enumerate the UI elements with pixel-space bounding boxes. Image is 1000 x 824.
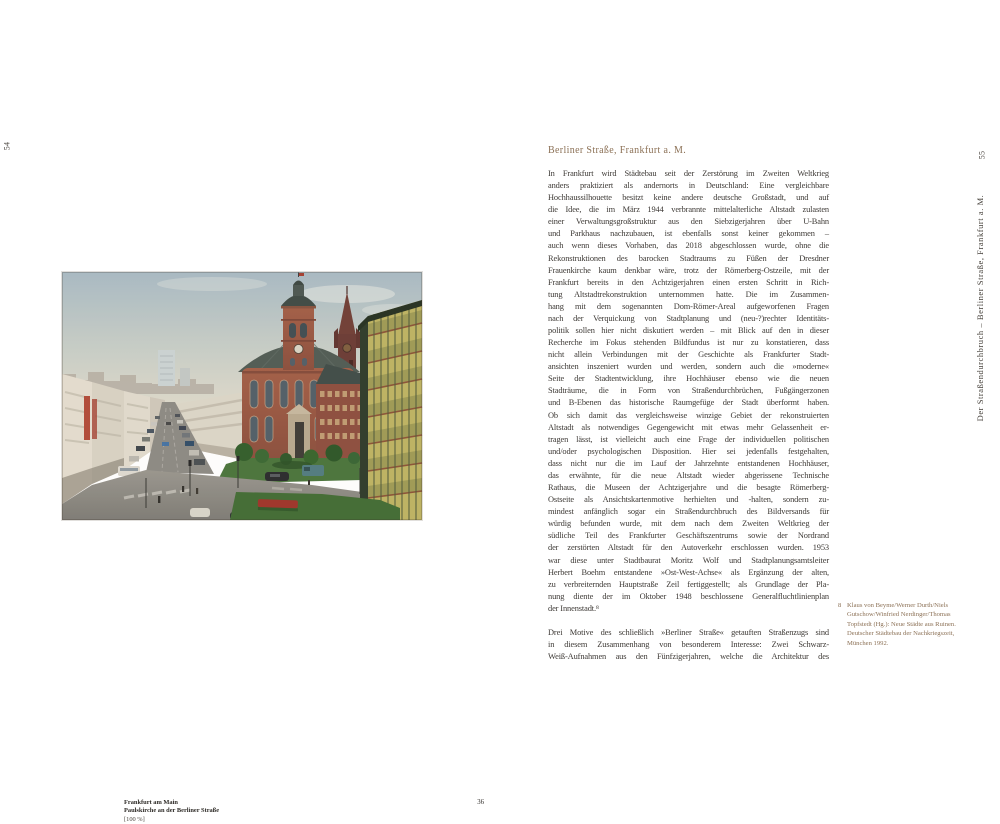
text-line: Rekonstruktionen des barocken Stadtraums zu Füßen der Dresdner bbox=[548, 253, 829, 263]
paragraph bbox=[548, 168, 829, 615]
text-line: Drei Motive des schließlich »Berliner Straße« getauften Straßenzugs sind bbox=[548, 627, 829, 637]
margin-title: Der Straßendurchbruch – Berliner Straße, Frankfurt a. M. bbox=[975, 194, 985, 422]
text-line: Stadträume, die in Form von Straßendurchbrüchen, Fußgängerzonen bbox=[548, 386, 829, 396]
page-number-right: 55 bbox=[977, 150, 987, 160]
fn-line: München 1992. bbox=[847, 639, 889, 647]
text-line: auch wenn dieses Vorhaben, das 2018 abgeschlossen wurde, ohne die bbox=[548, 241, 829, 251]
fn-line: Topfstedt (Hg.): Neue Städte aus Ruinen. bbox=[847, 620, 956, 628]
text-line: Herbert Boehm entstandene »Ost-West-Achse« als Ergänzung der alten, bbox=[548, 567, 829, 577]
fn-line: Klaus von Beyme/Werner Durth/Niels bbox=[847, 602, 949, 609]
text-line: mindest anfänglich sogar ein Straßendurchbruch des Bildversands für bbox=[548, 507, 829, 517]
text-line: in diesem Zusammenhang von besonderem Interesse: Zwei Schwarz- bbox=[548, 639, 829, 649]
text-line: Hochhaussilhouette besitzt keine andere deutsche Großstadt, und auf bbox=[548, 193, 829, 203]
figure-number: 36 bbox=[477, 799, 484, 806]
text-line: einer Verwaltungsgroßstruktur aus den Siebzigerjahren über U-Bahn bbox=[548, 217, 829, 227]
text-line: In Frankfurt wird Städtebau seit der Zerstörung im Zweiten Weltkrieg bbox=[548, 169, 829, 178]
paragraph bbox=[548, 627, 829, 663]
text-line: tragen lässt, ist vielleicht auch eine Frage der individuellen politischen bbox=[548, 434, 829, 444]
figure-photo bbox=[62, 272, 484, 823]
text-line: Frauenkirche kaum denkbar wäre, trotz der Römerberg-Ostzeile, mit der bbox=[548, 265, 829, 275]
text-line: Ob sich damit das vergleichsweise winzige Gebiet der rekonstruierten bbox=[548, 410, 829, 420]
text-line: und/oder psychologischen Disposition. Hier sei jedenfalls festgehalten, bbox=[548, 446, 829, 456]
text-line: der Innenstadt.⁸ bbox=[548, 603, 599, 613]
photo-paulskirche-postcard bbox=[62, 272, 422, 520]
text-line: Weiß-Aufnahmen aus den Fünfzigerjahren, welche die Architektur des bbox=[548, 652, 829, 662]
text-line: würdig befunden wurde, mit dem nach dem Zweiten Weltkrieg der bbox=[548, 519, 829, 529]
footnote-lines bbox=[847, 601, 964, 648]
page-right bbox=[500, 0, 1000, 800]
text-line: zu verbreiternden Hauptstraße Zeil fertiggestellt; als Grundlage der Pla- bbox=[548, 579, 829, 589]
caption-lines bbox=[124, 799, 219, 824]
text-line: Recherche im Fokus stehenden Bildfundus ist nur zu konstatieren, dass bbox=[548, 338, 829, 348]
text-line: nach der Verquickung von Stadtplanung und (neu-?)rechter Identitäts- bbox=[548, 313, 829, 323]
text-line: die Idee, die im März 1944 verbrannte mittelalterliche Altstadt zulasten bbox=[548, 205, 829, 215]
page-number-left: 54 bbox=[2, 141, 12, 151]
text-line: und B-Ebenen das historische Raumgefüge der Stadt überformt haben. bbox=[548, 398, 829, 408]
text-line: tung Altstadtrekonstruktion unternommen hatte. Die im Zusammen- bbox=[548, 289, 829, 299]
text-line: nung diente der im Oktober 1948 beschlossene Generalfluchtlinienplan bbox=[548, 591, 829, 601]
text-line: ansichten inszeniert wurden und werden, sondern auch die »moderne« bbox=[548, 362, 829, 372]
text-line: nicht allein Verbindungen mit der Geschichte als Frankfurter Stadt- bbox=[548, 350, 829, 360]
cap-line: [100 %] bbox=[124, 815, 145, 823]
text-line: Ostseite als Ansichtskartenmotive herhielten und -halten, sondern zu- bbox=[548, 495, 829, 505]
text-line: Altstadt als notwendiges Gegengewicht mit etwas mehr Gelassenheit er- bbox=[548, 422, 829, 432]
section-heading: Berliner Straße, Frankfurt a. M. bbox=[548, 145, 687, 156]
text-line: hang mit dem sogenannten Dom-Römer-Areal aufgeworfenen Fragen bbox=[548, 301, 829, 311]
text-line: der zerstörten Altstadt für den Autoverkehr erschlossen wurden. 1953 bbox=[548, 543, 829, 553]
text-line: dass nicht nur die im Lauf der Jahrzehnte entstandenen Hochhäuser, bbox=[548, 458, 829, 468]
text-line: politik sollen hier nicht diskutiert werden – mit Blick auf den in dieser bbox=[548, 326, 829, 336]
text-line: Rathaus, die Museen der Achtzigerjahre und die besagte Römerberg- bbox=[548, 483, 829, 493]
cap-line: Frankfurt am Main bbox=[124, 799, 178, 806]
page-left bbox=[0, 0, 500, 823]
text-line: das erwähnte, für die neue Altstadt wieder abgerissene Technische bbox=[548, 470, 829, 480]
fn-line: Gutschow/Winfried Nerdinger/Thomas bbox=[847, 611, 951, 619]
figure-caption bbox=[124, 799, 484, 824]
body-text bbox=[548, 168, 829, 663]
text-line: südliche Teil des Frankfurter Geschäftszentrums sowie der Nordrand bbox=[548, 531, 829, 541]
text-line: und Parkhaus nachzubauen, ist ebenfalls sonst keiner gekommen – bbox=[548, 229, 829, 239]
text-line: Frankfurt bereits in den Achtzigerjahren einen ersten Schritt in Rich- bbox=[548, 277, 829, 287]
footnote-number: 8 bbox=[838, 602, 842, 609]
text-line: anders praktiziert als andernorts in Deutschland: Eine vergleichbare bbox=[548, 181, 829, 191]
cap-line: Paulskirche an der Berliner Straße bbox=[124, 807, 220, 815]
text-line: war diese unter Stadtbaurat Moritz Wolf und Stadtplanungsamtsleiter bbox=[548, 555, 829, 565]
text-line: Seite der Stadtentwicklung, ihre Hochhäuser ebenso wie die neuen bbox=[548, 374, 829, 384]
footnote bbox=[838, 601, 964, 648]
fn-line: Deutscher Städtebau der Nachkriegszeit, bbox=[847, 630, 955, 638]
